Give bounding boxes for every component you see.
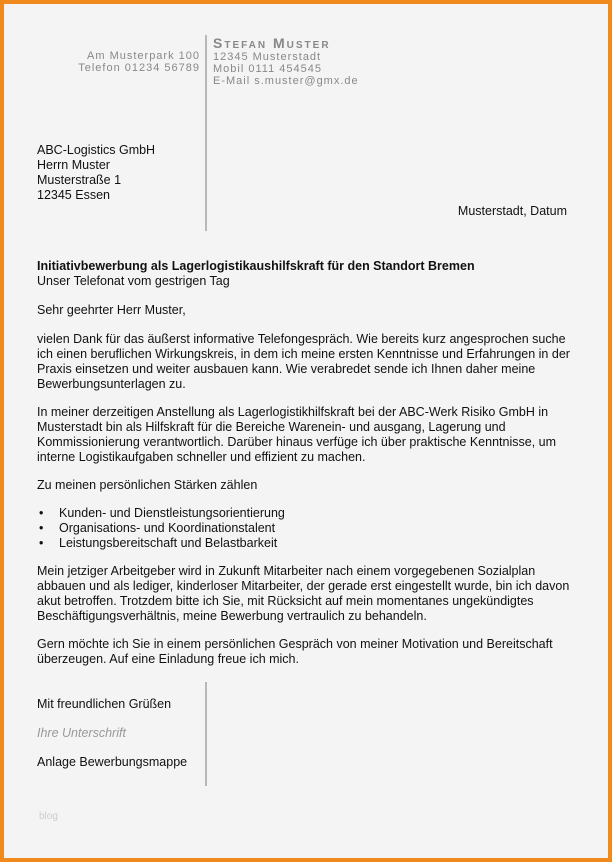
sender-mobile: Mobil 0111 454545 bbox=[213, 63, 322, 75]
sender-email: E-Mail s.muster@gmx.de bbox=[213, 75, 359, 87]
sender-name: Stefan Muster bbox=[213, 35, 331, 51]
list-item: • Kunden- und Dienstleistungsorientierung bbox=[37, 506, 577, 521]
list-item: • Organisations- und Koordinationstalent bbox=[37, 521, 577, 536]
footer-divider bbox=[205, 682, 207, 786]
sender-address-left bbox=[78, 50, 200, 74]
place-date: Musterstadt, Datum bbox=[457, 204, 567, 218]
sender-city: 12345 Musterstadt bbox=[213, 51, 322, 63]
subline: Unser Telefonat vom gestrigen Tag bbox=[37, 274, 230, 288]
recipient-line: Musterstraße 1 bbox=[37, 173, 122, 187]
signature: Ihre Unterschrift bbox=[37, 726, 126, 740]
header-divider bbox=[205, 35, 207, 231]
sender-phone: Telefon 01234 56789 bbox=[78, 62, 200, 74]
recipient-line: 12345 Essen bbox=[37, 188, 110, 202]
strengths-list bbox=[37, 506, 577, 551]
paragraph: vielen Dank für das äußerst informative Telefongespräch. Wie bereits kurz angesprochen suche ich einen beruflichen Wirkungskreis, in dem ich meine ersten Kenntnisse und Erfahrungen in der Praxis einsetzen und weiter ausbauen kann. Wie verabredet sende ich Ihnen daher meine Bewerbungsunterlagen zu. bbox=[37, 332, 570, 391]
closing: Mit freundlichen Grüßen bbox=[37, 697, 172, 711]
paragraph: Zu meinen persönlichen Stärken zählen bbox=[37, 478, 258, 492]
paragraph: In meiner derzeitigen Anstellung als Lagerlogistikhilfskraft bei der ABC-Werk Risiko GmbH in Musterstadt bin als Hilfskraft für die Bereiche Warenein- und ausgang, Lagerung und Kommissionierung verantwortlich. Darüber hinaus verfüge ich über praktische Kenntnisse, um interne Logistikaufgaben schneller und effizient zu machen. bbox=[37, 405, 557, 464]
sender-street: Am Musterpark 100 bbox=[87, 50, 200, 62]
letter-body bbox=[37, 259, 577, 667]
watermark: blog bbox=[39, 811, 58, 822]
recipient-address bbox=[37, 143, 155, 203]
subject: Initiativbewerbung als Lagerlogistikaushilfskraft für den Standort Bremen bbox=[37, 259, 475, 273]
recipient-line: ABC-Logistics GmbH bbox=[37, 143, 156, 157]
sender-address-right bbox=[213, 35, 359, 87]
salutation: Sehr geehrter Herr Muster, bbox=[37, 303, 186, 317]
enclosure: Anlage Bewerbungsmappe bbox=[37, 755, 188, 769]
paragraph: Mein jetziger Arbeitgeber wird in Zukunft Mitarbeiter nach einem vorgegebenen Sozialplan abbauen und als lediger, kinderloser Mitarbeiter, der gerade erst eingestellt wurde, bin ich davon akut betroffen. Trotzdem bitte ich Sie, mit Rücksicht auf mein momentanes ungekündigtes Beschäftigungsverhältnis, meine Bewerbung vertraulich zu behandeln. bbox=[37, 564, 570, 623]
list-item: • Leistungsbereitschaft und Belastbarkeit bbox=[37, 536, 577, 551]
recipient-line: Herrn Muster bbox=[37, 158, 110, 172]
paragraph: Gern möchte ich Sie in einem persönlichen Gespräch von meiner Motivation und Bereitschaft überzeugen. Auf eine Einladung freue ich mich. bbox=[37, 637, 553, 666]
